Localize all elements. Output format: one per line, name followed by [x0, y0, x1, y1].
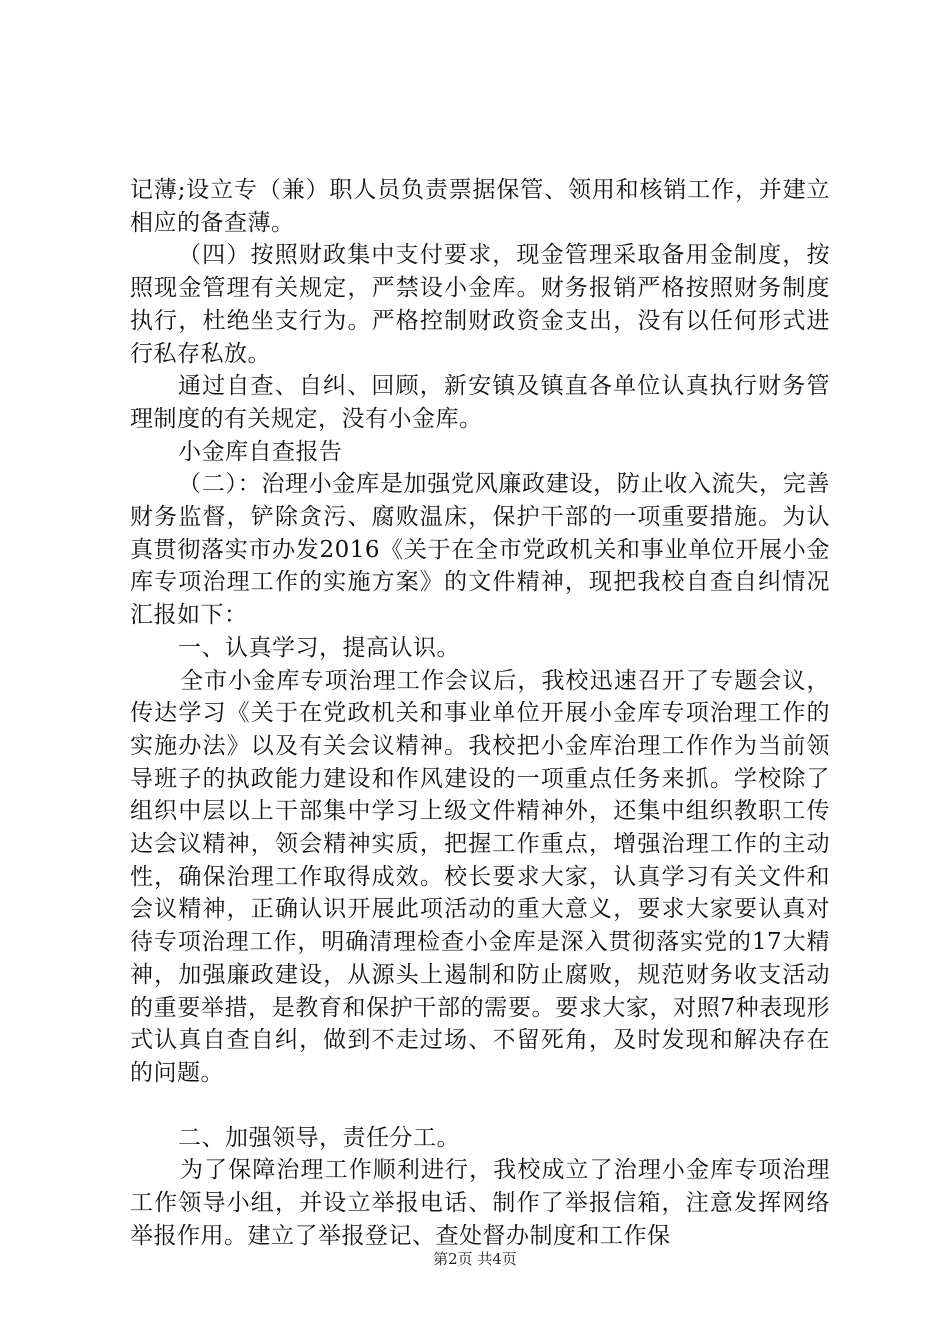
- paragraph-intro: （二）：治理小金库是加强党风廉政建设，防止收入流失，完善财务监督，铲除贪污、腐败温床，保护干部的一项重要措施。为认真贯彻落实市办发2016《关于在全市党政机关和事业单位开展小金库专项治理工作的实施方案》的文件精神，现把我校自查自纠情况汇报如下：: [130, 471, 830, 629]
- paragraph-spacer: [130, 1090, 830, 1122]
- paragraph-conclusion: 通过自查、自纠、回顾，新安镇及镇直各单位认真执行财务管理制度的有关规定，没有小金库。: [130, 373, 830, 432]
- paragraph-continuation: 记薄;设立专（兼）职人员负责票据保管、领用和核销工作，并建立相应的备查薄。: [130, 177, 830, 236]
- section-heading-one: 一、认真学习，提高认识。: [178, 634, 460, 661]
- document-body: [130, 174, 830, 1253]
- paragraph-leadership: 为了保障治理工作顺利进行，我校成立了治理小金库专项治理工作领导小组，并设立举报电话、制作了举报信箱，注意发挥网络举报作用。建立了举报登记、查处督办制度和工作保: [130, 1157, 830, 1249]
- page-number-footer: 第2页 共4页: [433, 1250, 517, 1268]
- paragraph-study: 全市小金库专项治理工作会议后，我校迅速召开了专题会议，传达学习《关于在党政机关和事业单位开展小金库专项治理工作的实施办法》以及有关会议精神。我校把小金库治理工作作为当前领导班子的执政能力建设和作风建设的一项重点任务来抓。学校除了组织中层以上干部集中学习上级文件精神外，还集中组织教职工传达会议精神，领会精神实质，把握工作重点，增强治理工作的主动性，确保治理工作取得成效。校长要求大家，认真学习有关文件和会议精神，正确认识开展此项活动的重大意义，要求大家要认真对待专项治理工作，明确清理检查小金库是深入贯彻落实党的17大精神，加强廉政建设，从源头上遏制和防止腐败，规范财务收支活动的重要举措，是教育和保护干部的需要。要求大家，对照7种表现形式认真自查自纠，做到不走过场、不留死角，及时发现和解决存在的问题。: [130, 667, 830, 1086]
- section-heading-two: 二、加强领导，责任分工。: [178, 1124, 460, 1151]
- paragraph-section-four: （四）按照财政集中支付要求，现金管理采取备用金制度，按照现金管理有关规定，严禁设小金库。财务报销严格按照财务制度执行，杜绝坐支行为。严格控制财政资金支出，没有以任何形式进行私存私放。: [130, 242, 830, 367]
- report-title: 小金库自查报告: [178, 438, 343, 465]
